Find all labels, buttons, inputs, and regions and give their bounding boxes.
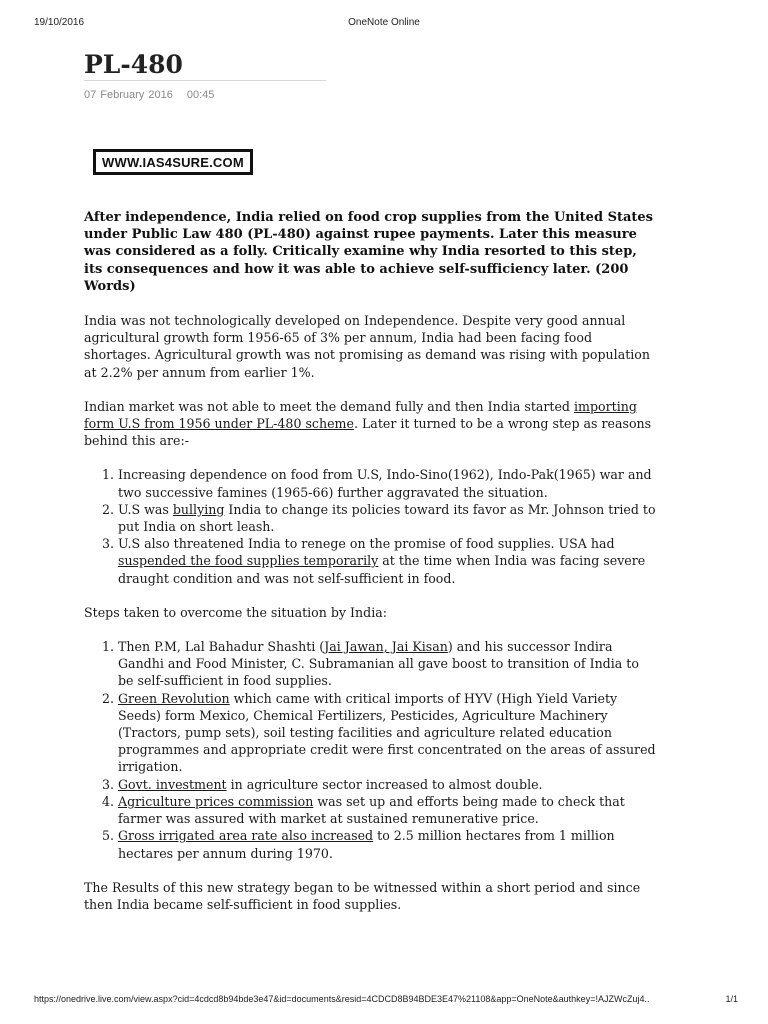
step-link[interactable]: Jai Jawan, Jai Kisan: [324, 639, 448, 655]
list-item: [118, 501, 656, 535]
print-date: 19/10/2016: [34, 17, 85, 28]
import-link[interactable]: importing form U.S from 1956 under PL-480 scheme: [84, 398, 637, 432]
site-logo: WWW.IAS4SURE.COM: [93, 149, 253, 175]
paragraph-conclusion: The Results of this new strategy began to be witnessed within a short period and since then India became self-sufficient in food supplies.: [84, 879, 641, 912]
step-text: was set up and efforts being made to check that farmer was assured with market at sustained remunerative price.: [118, 793, 625, 827]
page-title-container: [84, 52, 326, 81]
steps-list: [84, 638, 656, 862]
reason-text: India to change its policies toward its favor as Mr. Johnson tried to put India on short leash.: [118, 501, 656, 535]
question-text: After independence, India relied on food crop supplies from the United States under Public Law 480 (PL-480) against rupee payments. Later this measure was considered as a folly. Critically examine why India resorted to this step, its consequences and how it was able to achieve self-sufficiency later. (200 Words): [84, 210, 653, 294]
reasons-list: [84, 466, 656, 586]
step-text: in agriculture sector increased to almost double.: [226, 776, 543, 792]
reason-text: U.S also threatened India to renege on the promise of food supplies. USA had: [118, 536, 615, 552]
step-link[interactable]: Gross irrigated area rate also increased: [118, 828, 374, 844]
step-text: ) and his successor Indira Gandhi and Food Minister, C. Subramanian all gave boost to transition of India to be self-sufficient in food supplies.: [118, 639, 639, 689]
page-date: 07 February 2016: [84, 89, 173, 101]
steps-heading: Steps taken to overcome the situation by India:: [84, 604, 387, 620]
reason-link[interactable]: bullying: [172, 501, 225, 517]
step-text: Then P.M, Lal Bahadur Shashti (: [118, 639, 325, 655]
page-time: 00:45: [186, 89, 215, 101]
reason-text: U.S was: [118, 501, 173, 517]
page-title[interactable]: PL-480: [84, 50, 183, 79]
paragraph-import: [84, 398, 656, 450]
reason-link[interactable]: suspended the food supplies temporarily: [118, 553, 379, 569]
reason-text: Increasing dependence on food from U.S, Indo-Sino(1962), Indo-Pak(1965) war and two successive famines (1965-66) further aggravated the situation.: [118, 467, 652, 500]
reason-text: at the time when India was facing severe draught condition and was not self-sufficient in food.: [118, 553, 646, 586]
list-item: [118, 793, 656, 827]
list-item: [118, 535, 656, 587]
paragraph-intro: India was not technologically developed on Independence. Despite very good annual agricultural growth form 1956-65 of 3% per annum, India had been facing food shortages. Agricultural growth was not promising as demand was rising with population at 2.2% per annum from earlier 1%.: [84, 313, 650, 380]
print-page-number: 1/1: [725, 994, 738, 1004]
page-timestamp: [84, 89, 214, 101]
print-url: https://onedrive.live.com/view.aspx?cid=4cdcd8b94bde3e47&id=documents&resid=4CDCD8B94BDE3E47%21108&app=OneNote&authkey=!AJZWcZuj4..: [34, 994, 650, 1004]
list-item: [118, 690, 656, 776]
step-link[interactable]: Agriculture prices commission: [118, 793, 314, 809]
list-item: [118, 466, 656, 500]
step-text: which came with critical imports of HYV (High Yield Variety Seeds) form Mexico, Chemical Fertilizers, Pesticides, Agriculture Machinery (Tractors, pump sets), soil testing facilities and agriculture related education programmes and appropriate credit were first concentrated on the areas of assured irrigation.: [118, 690, 656, 775]
list-item: [118, 638, 656, 690]
list-item: [118, 827, 656, 861]
paragraph-import-after: . Later it turned to be a wrong step as reasons behind this are:-: [84, 416, 652, 449]
note-content: [84, 209, 656, 930]
paragraph-import-before: Indian market was not able to meet the demand fully and then India started: [84, 398, 574, 414]
list-item: [118, 776, 656, 793]
print-app-name: OneNote Online: [348, 17, 420, 28]
step-link[interactable]: Govt. investment: [118, 776, 227, 792]
step-text: to 2.5 million hectares from 1 million hectares per annum during 1970.: [118, 828, 615, 861]
step-link[interactable]: Green Revolution: [118, 690, 230, 706]
